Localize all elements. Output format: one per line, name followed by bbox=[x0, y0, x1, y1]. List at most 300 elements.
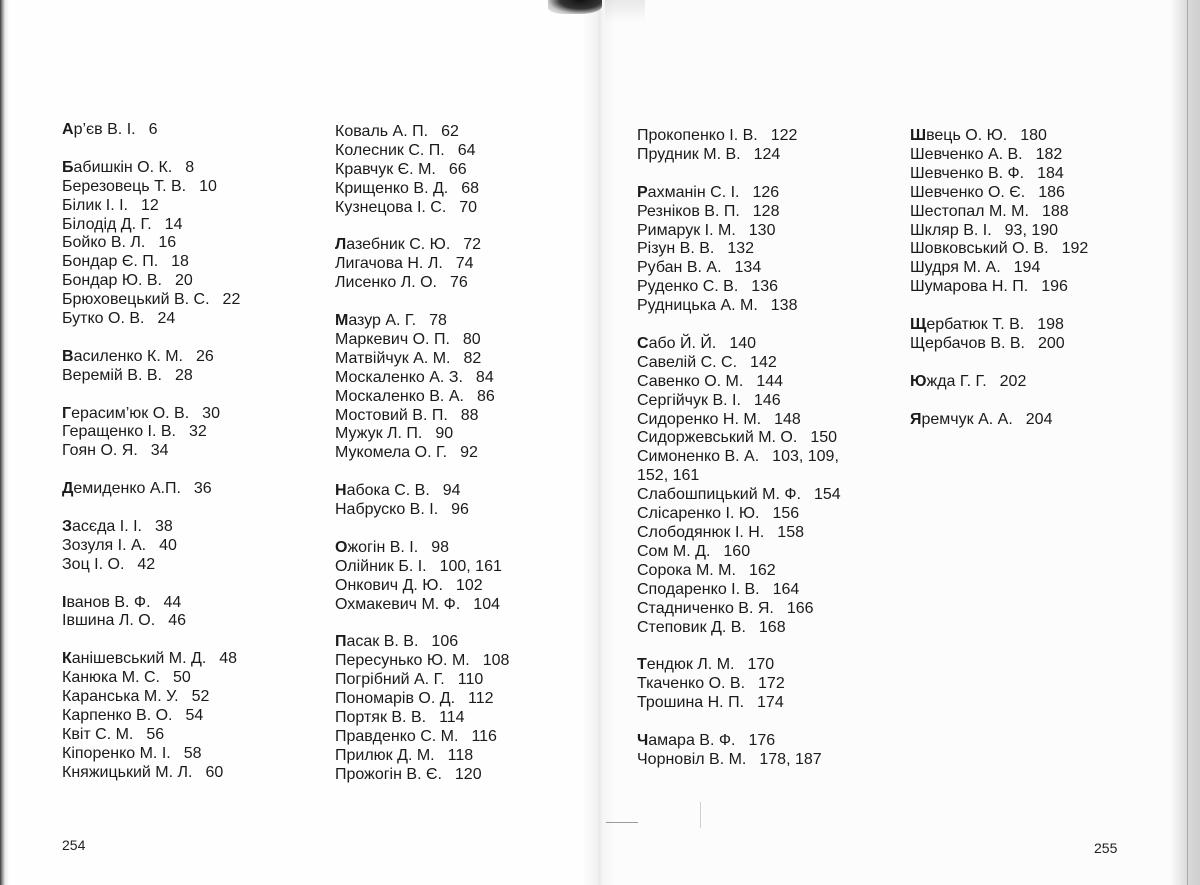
index-letter-group bbox=[637, 335, 897, 638]
entry-page-refs: 38 bbox=[155, 517, 173, 535]
entry-name: Стадниченко В. Я. bbox=[637, 599, 774, 617]
entry-page-refs: 194 bbox=[1013, 259, 1041, 277]
entry-page-refs: 110 bbox=[457, 671, 484, 689]
entry-name: Канюка М. С. bbox=[62, 669, 160, 687]
index-entry bbox=[335, 501, 585, 520]
entry-page-refs: 46 bbox=[168, 612, 186, 630]
entry-name: Герасим’юк О. В. bbox=[62, 404, 190, 422]
index-entry bbox=[62, 423, 322, 442]
entry-page-refs: 192 bbox=[1061, 240, 1089, 258]
index-entry bbox=[62, 405, 322, 424]
entry-name: Рахманін С. І. bbox=[637, 183, 740, 201]
entry-name: Сом М. Д. bbox=[637, 542, 711, 560]
entry-name: Лигачова Н. Л. bbox=[335, 255, 443, 273]
entry-name: Сабо Й. Й. bbox=[637, 334, 717, 352]
entry-page-refs: 42 bbox=[137, 555, 156, 573]
index-entry bbox=[910, 373, 1170, 392]
index-entry bbox=[637, 429, 897, 448]
entry-name: Чамара В. Ф. bbox=[637, 731, 736, 749]
entry-page-refs: 178, 187 bbox=[759, 750, 822, 768]
entry-page-refs: 140 bbox=[729, 334, 757, 352]
index-entry bbox=[335, 539, 585, 558]
index-entry bbox=[335, 482, 585, 501]
entry-name: Бутко О. В. bbox=[62, 310, 145, 328]
entry-name: Слободянюк І. Н. bbox=[637, 524, 765, 541]
index-letter-group bbox=[62, 121, 322, 140]
index-entry bbox=[637, 675, 897, 694]
index-entry bbox=[637, 732, 897, 751]
index-letter-group bbox=[910, 316, 1170, 354]
entry-page-refs: 168 bbox=[758, 618, 786, 636]
entry-page-refs: 52 bbox=[191, 688, 210, 706]
index-entry bbox=[910, 259, 1170, 278]
entry-page-refs: 136 bbox=[751, 278, 778, 296]
index-entry bbox=[335, 350, 585, 369]
entry-name: Шевченко О. Є. bbox=[910, 183, 1026, 201]
entry-page-refs: 56 bbox=[146, 725, 165, 743]
index-letter-group bbox=[335, 482, 585, 520]
entry-name: Римарук І. М. bbox=[637, 221, 736, 239]
entry-page-refs: 36 bbox=[193, 480, 212, 498]
index-entry bbox=[335, 728, 585, 747]
index-entry bbox=[335, 444, 585, 463]
entry-page-refs: 76 bbox=[449, 274, 468, 292]
index-entry bbox=[637, 600, 897, 619]
index-letter-group bbox=[910, 373, 1170, 392]
index-letter-group bbox=[62, 348, 322, 386]
entry-name: Мазур А. Г. bbox=[335, 312, 417, 330]
entry-page-refs: 116 bbox=[471, 727, 497, 745]
entry-page-refs: 108 bbox=[482, 652, 510, 670]
entry-name: Швець О. Ю. bbox=[910, 127, 1008, 144]
index-entry bbox=[62, 216, 322, 235]
index-entry bbox=[637, 619, 897, 638]
index-entry bbox=[62, 556, 322, 575]
entry-name: Москаленко А. З. bbox=[335, 368, 463, 386]
entry-name: Савенко О. М. bbox=[637, 372, 744, 390]
index-entry bbox=[62, 348, 322, 367]
entry-page-refs: 94 bbox=[442, 482, 461, 500]
entry-name: Шкляр В. І. bbox=[910, 221, 992, 239]
index-entry bbox=[637, 146, 897, 165]
entry-name: Колесник С. П. bbox=[335, 141, 445, 159]
index-entry bbox=[637, 411, 897, 430]
entry-name: Степовик Д. В. bbox=[637, 618, 746, 636]
index-entry bbox=[335, 766, 585, 785]
entry-name: Зоц І. О. bbox=[62, 555, 125, 573]
entry-name: Ар’єв В. І. bbox=[62, 121, 136, 138]
entry-name: Лазебник С. Ю. bbox=[335, 236, 451, 254]
entry-name: Шудря М. А. bbox=[910, 259, 1001, 277]
entry-page-refs: 93, 190 bbox=[1004, 221, 1059, 239]
index-entry bbox=[910, 278, 1170, 297]
index-entry bbox=[637, 448, 897, 467]
entry-page-refs: 182 bbox=[1035, 145, 1063, 163]
index-entry bbox=[62, 745, 322, 764]
entry-name: Сидоржевський М. О. bbox=[637, 429, 798, 447]
entry-name: Шовковський О. В. bbox=[910, 240, 1049, 258]
entry-page-refs: 88 bbox=[460, 406, 479, 424]
entry-page-refs: 10 bbox=[199, 177, 217, 195]
entry-name: Шевченко А. В. bbox=[910, 145, 1023, 163]
entry-name: Коваль А. П. bbox=[335, 123, 429, 140]
index-entry bbox=[637, 694, 897, 713]
entry-page-refs: 144 bbox=[756, 372, 784, 390]
entry-page-refs: 78 bbox=[429, 312, 447, 330]
entry-name: Кравчук Є. М. bbox=[335, 160, 436, 178]
entry-name: Южда Г. Г. bbox=[910, 372, 987, 390]
entry-name: Квіт С. М. bbox=[62, 725, 134, 743]
entry-page-refs: 84 bbox=[475, 368, 494, 386]
index-entry bbox=[335, 633, 585, 652]
entry-page-refs: 104 bbox=[473, 595, 500, 613]
index-entry bbox=[637, 373, 897, 392]
entry-name: Сорока М. М. bbox=[637, 561, 736, 579]
scan-right-edge-line bbox=[1187, 0, 1188, 885]
index-entry bbox=[910, 165, 1170, 184]
index-entry bbox=[910, 411, 1170, 430]
index-letter-group bbox=[62, 594, 322, 632]
index-letter-group bbox=[62, 159, 322, 329]
entry-page-refs: 196 bbox=[1041, 278, 1068, 296]
index-letter-group bbox=[62, 518, 322, 575]
left-page bbox=[0, 0, 598, 885]
entry-page-refs: 12 bbox=[141, 196, 159, 214]
entry-name: Гоян О. Я. bbox=[62, 442, 138, 460]
index-entry bbox=[637, 751, 897, 770]
entry-page-refs: 114 bbox=[439, 709, 465, 727]
entry-page-refs: 64 bbox=[457, 141, 476, 159]
entry-page-refs: 68 bbox=[461, 179, 480, 197]
index-letter-group bbox=[637, 732, 897, 770]
entry-name: Ткаченко О. В. bbox=[637, 675, 746, 693]
entry-page-refs: 172 bbox=[758, 675, 785, 693]
entry-page-refs: 24 bbox=[157, 310, 176, 328]
book-fold-shadow bbox=[582, 0, 616, 885]
entry-page-refs: 48 bbox=[219, 650, 238, 668]
index-entry bbox=[62, 197, 322, 216]
index-entry bbox=[62, 669, 322, 688]
index-entry bbox=[62, 764, 322, 783]
entry-name: Прудник М. В. bbox=[637, 145, 741, 163]
entry-page-refs: 102 bbox=[455, 576, 483, 594]
entry-name: Тендюк Л. М. bbox=[637, 656, 735, 674]
index-entry bbox=[637, 335, 897, 354]
entry-page-refs: 148 bbox=[774, 410, 801, 428]
entry-page-refs: 124 bbox=[753, 145, 781, 163]
index-entry bbox=[637, 259, 897, 278]
index-letter-group bbox=[62, 405, 322, 462]
entry-page-refs: 14 bbox=[164, 215, 183, 233]
entry-name: Геращенко І. В. bbox=[62, 423, 176, 441]
entry-name: Симоненко В. А. bbox=[637, 448, 760, 466]
entry-name: Бойко В. Л. bbox=[62, 234, 146, 252]
entry-page-refs: 50 bbox=[172, 669, 191, 687]
index-entry bbox=[637, 203, 897, 222]
index-entry bbox=[335, 274, 585, 293]
entry-page-refs: 166 bbox=[786, 599, 814, 617]
entry-page-refs: 66 bbox=[448, 160, 467, 178]
entry-page-refs: 30 bbox=[202, 404, 220, 422]
index-entry bbox=[637, 505, 897, 524]
entry-page-refs: 60 bbox=[205, 763, 224, 781]
index-entry bbox=[62, 367, 322, 386]
index-entry bbox=[62, 612, 322, 631]
index-entry bbox=[910, 335, 1170, 354]
entry-name: Прокопенко І. В. bbox=[637, 127, 758, 144]
index-entry bbox=[62, 480, 322, 499]
entry-page-refs: 103, 109, bbox=[772, 448, 839, 466]
entry-page-refs: 156 bbox=[772, 505, 800, 523]
entry-page-refs: 176 bbox=[748, 731, 776, 749]
index-entry bbox=[335, 312, 585, 331]
index-letter-group bbox=[637, 184, 897, 316]
entry-name: Прилюк Д. М. bbox=[335, 746, 435, 764]
index-entry bbox=[637, 354, 897, 373]
entry-page-refs: 134 bbox=[734, 259, 762, 277]
entry-name: Іванов В. Ф. bbox=[62, 593, 151, 611]
entry-page-refs: 70 bbox=[459, 198, 478, 216]
entry-name: Карпенко В. О. bbox=[62, 706, 173, 724]
index-entry bbox=[335, 369, 585, 388]
entry-name: Брюховецький В. С. bbox=[62, 291, 210, 309]
index-entry bbox=[62, 272, 322, 291]
index-entry bbox=[637, 656, 897, 675]
entry-page-refs: 8 bbox=[185, 158, 195, 176]
entry-name: Василенко К. М. bbox=[62, 347, 183, 365]
index-entry bbox=[335, 577, 585, 596]
fold-top-haze bbox=[605, 0, 645, 22]
entry-page-refs: 34 bbox=[150, 442, 169, 460]
index-entry bbox=[335, 652, 585, 671]
entry-name: Набруско В. І. bbox=[335, 501, 439, 519]
index-entry bbox=[62, 234, 322, 253]
entry-name: Олійник Б. І. bbox=[335, 557, 427, 575]
index-letter-group bbox=[910, 411, 1170, 430]
index-entry bbox=[335, 709, 585, 728]
entry-page-refs: 100, 161 bbox=[439, 557, 502, 575]
entry-page-refs: 146 bbox=[753, 391, 781, 409]
index-entry bbox=[335, 558, 585, 577]
entry-name: Погрібний А. Г. bbox=[335, 671, 445, 689]
index-entry bbox=[637, 562, 897, 581]
index-entry bbox=[335, 388, 585, 407]
index-letter-group bbox=[335, 236, 585, 293]
fold-top-shadow bbox=[548, 0, 602, 14]
entry-page-refs: 132 bbox=[727, 240, 755, 258]
index-entry bbox=[335, 425, 585, 444]
index-entry bbox=[910, 222, 1170, 241]
entry-page-refs: 40 bbox=[159, 536, 177, 554]
index-entry bbox=[62, 518, 322, 537]
entry-name: Маркевич О. П. bbox=[335, 330, 450, 348]
index-entry bbox=[335, 180, 585, 199]
entry-name: Шевченко В. Ф. bbox=[910, 164, 1025, 182]
index-entry bbox=[62, 650, 322, 669]
index-entry bbox=[637, 240, 897, 259]
entry-page-refs: 20 bbox=[174, 272, 193, 290]
index-entry bbox=[637, 222, 897, 241]
index-entry bbox=[637, 392, 897, 411]
entry-page-refs: 174 bbox=[757, 694, 784, 712]
index-entry bbox=[335, 142, 585, 161]
entry-name: Рубан В. А. bbox=[637, 259, 722, 277]
entry-page-refs: 18 bbox=[171, 253, 189, 271]
entry-name: Мукомела О. Г. bbox=[335, 444, 448, 462]
index-entry bbox=[62, 253, 322, 272]
entry-name: Білик І. І. bbox=[62, 196, 128, 214]
entry-name: Правденко С. М. bbox=[335, 727, 459, 745]
entry-name: Слісаренко І. Ю. bbox=[637, 505, 760, 523]
index-entry bbox=[62, 178, 322, 197]
entry-name: Зозуля І. А. bbox=[62, 536, 147, 554]
entry-name: Веремій В. В. bbox=[62, 366, 162, 384]
entry-page-refs: 80 bbox=[462, 330, 481, 348]
index-column-left-1 bbox=[62, 121, 322, 783]
index-entry bbox=[637, 297, 897, 316]
entry-name: Бабишкін О. К. bbox=[62, 158, 173, 176]
entry-page-refs: 200 bbox=[1038, 334, 1065, 352]
entry-page-refs: 162 bbox=[748, 561, 776, 579]
entry-page-refs: 122 bbox=[770, 127, 798, 144]
index-entry bbox=[335, 236, 585, 255]
entry-name: Трошина Н. П. bbox=[637, 694, 745, 712]
entry-name: Демиденко А.П. bbox=[62, 480, 181, 498]
index-entry bbox=[62, 121, 322, 140]
index-column-left-2 bbox=[335, 123, 585, 785]
entry-name: Слабошпицький М. Ф. bbox=[637, 486, 801, 504]
entry-name: Кузнецова І. С. bbox=[335, 198, 447, 216]
entry-name: Чорновіл В. М. bbox=[637, 750, 747, 768]
index-entry bbox=[335, 199, 585, 218]
entry-name: Пономарів О. Д. bbox=[335, 690, 456, 708]
index-entry bbox=[637, 278, 897, 297]
index-letter-group bbox=[335, 539, 585, 615]
entry-page-refs: 92 bbox=[460, 444, 478, 462]
index-entry bbox=[637, 581, 897, 600]
entry-page-refs: 202 bbox=[999, 372, 1027, 390]
entry-name: Онкович Д. Ю. bbox=[335, 576, 443, 594]
entry-page-refs: 90 bbox=[435, 425, 454, 443]
entry-name: Савелій С. С. bbox=[637, 353, 738, 371]
entry-page-refs: 128 bbox=[752, 202, 780, 220]
index-entry bbox=[335, 255, 585, 274]
entry-page-refs: 54 bbox=[185, 706, 204, 724]
entry-page-refs: 198 bbox=[1037, 316, 1064, 334]
right-page bbox=[598, 0, 1200, 885]
entry-page-refs: 6 bbox=[148, 121, 158, 138]
entry-name: Ожогін В. І. bbox=[335, 538, 419, 556]
entry-name: Пересунько Ю. М. bbox=[335, 652, 470, 670]
entry-page-refs: 44 bbox=[163, 593, 182, 611]
entry-name: Засєда І. І. bbox=[62, 517, 142, 535]
index-entry bbox=[910, 316, 1170, 335]
entry-page-refs: 22 bbox=[222, 291, 241, 309]
entry-name: Крищенко В. Д. bbox=[335, 179, 449, 197]
entry-name: Канішевський М. Д. bbox=[62, 650, 207, 668]
entry-page-refs: 82 bbox=[463, 349, 482, 367]
entry-page-refs: 154 bbox=[813, 486, 841, 504]
index-entry bbox=[62, 159, 322, 178]
entry-name: Прожогін В. Є. bbox=[335, 765, 442, 783]
entry-name: Бондар Є. П. bbox=[62, 253, 159, 271]
index-entry bbox=[62, 726, 322, 745]
entry-page-refs: 186 bbox=[1038, 183, 1065, 201]
entry-name: Портяк В. В. bbox=[335, 709, 427, 727]
index-letter-group bbox=[637, 656, 897, 713]
index-entry bbox=[637, 127, 897, 146]
index-entry bbox=[335, 161, 585, 180]
index-entry bbox=[335, 596, 585, 615]
entry-page-refs: 96 bbox=[451, 501, 469, 519]
page-number-right: 255 bbox=[1094, 840, 1118, 856]
index-letter-group bbox=[335, 633, 585, 784]
entry-page-refs: 58 bbox=[183, 744, 202, 762]
index-entry bbox=[62, 291, 322, 310]
index-entry bbox=[335, 407, 585, 426]
index-entry bbox=[62, 688, 322, 707]
entry-page-refs: 28 bbox=[174, 366, 193, 384]
entry-name: Білодід Д. Г. bbox=[62, 215, 152, 233]
index-entry bbox=[335, 671, 585, 690]
index-entry bbox=[62, 442, 322, 461]
entry-page-refs: 188 bbox=[1041, 202, 1069, 220]
entry-name: Руденко С. В. bbox=[637, 278, 739, 296]
index-entry bbox=[910, 240, 1170, 259]
index-entry bbox=[910, 127, 1170, 146]
entry-name: Княжицький М. Л. bbox=[62, 763, 193, 781]
entry-page-refs: 32 bbox=[188, 423, 207, 441]
entry-page-refs: 170 bbox=[747, 656, 775, 674]
index-letter-group bbox=[62, 480, 322, 499]
entry-name: Охмакевич М. Ф. bbox=[335, 595, 461, 613]
entry-name: Матвійчук А. М. bbox=[335, 349, 451, 367]
entry-name: Івшина Л. О. bbox=[62, 612, 156, 630]
entry-name: Пасак В. В. bbox=[335, 633, 419, 651]
entry-name: Резніков В. П. bbox=[637, 202, 740, 220]
index-column-right-2 bbox=[910, 127, 1170, 429]
entry-name: Березовець Т. В. bbox=[62, 177, 187, 195]
index-entry bbox=[910, 184, 1170, 203]
entry-name: Шумарова Н. П. bbox=[910, 278, 1029, 296]
index-entry bbox=[335, 123, 585, 142]
entry-name: Сподаренко І. В. bbox=[637, 580, 760, 598]
index-letter-group bbox=[335, 312, 585, 463]
entry-page-refs: 16 bbox=[158, 234, 177, 252]
entry-page-refs: 118 bbox=[447, 746, 474, 764]
entry-page-refs: 180 bbox=[1020, 127, 1047, 144]
entry-name: Яремчук А. А. bbox=[910, 410, 1013, 428]
entry-page-refs: 130 bbox=[748, 221, 776, 239]
entry-page-refs: 112 bbox=[468, 690, 494, 708]
index-entry bbox=[62, 707, 322, 726]
entry-name: Різун В. В. bbox=[637, 240, 715, 258]
page-number-left: 254 bbox=[62, 837, 86, 853]
index-entry bbox=[637, 184, 897, 203]
entry-name: Мужук Л. П. bbox=[335, 425, 423, 443]
index-entry bbox=[637, 543, 897, 562]
entry-name: Сергійчук В. І. bbox=[637, 391, 741, 409]
entry-page-refs: 98 bbox=[431, 538, 449, 556]
entry-page-refs: 184 bbox=[1037, 164, 1064, 182]
index-letter-group bbox=[335, 123, 585, 218]
index-entry bbox=[637, 524, 897, 543]
entry-page-refs: 120 bbox=[454, 765, 482, 783]
entry-name: Бондар Ю. В. bbox=[62, 272, 162, 290]
entry-page-refs: 86 bbox=[476, 387, 495, 405]
index-entry bbox=[335, 690, 585, 709]
entry-name: Лисенко Л. О. bbox=[335, 274, 437, 292]
